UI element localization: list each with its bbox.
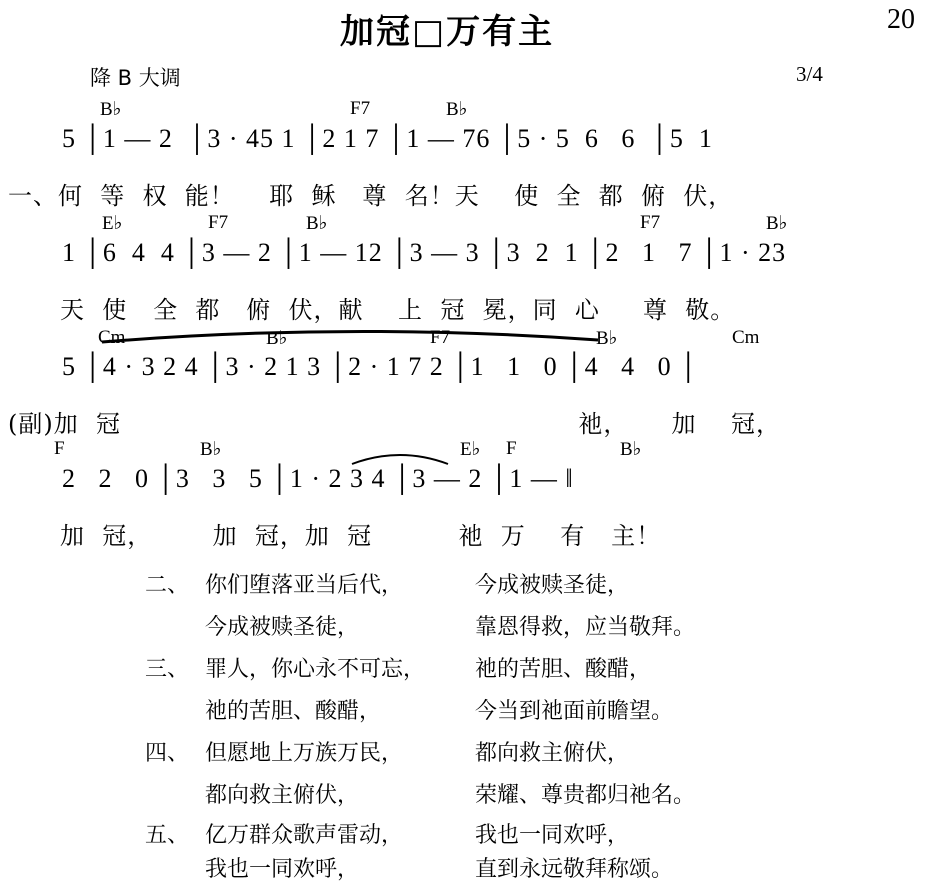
lyric-line: 天 使 全 都 俯 伏，献 上 冠 冕，同 心 尊 敬。 xyxy=(60,296,736,324)
chord-symbol: B♭ xyxy=(446,99,468,120)
chord-symbol: B♭ xyxy=(596,328,618,349)
chord-symbol: E♭ xyxy=(460,439,481,460)
chord-symbol: B♭ xyxy=(766,213,788,234)
verse-line: 我也一同欢呼， xyxy=(205,857,360,882)
key-signature: 降 B 大调 xyxy=(90,66,181,90)
verse-line: 都向救主俯伏， xyxy=(205,783,360,808)
notation-line: 5 │1 — 2 │3 · 45 1 │2 1 7 │1 — 76 │5 · 5 6 6 │5 1 xyxy=(62,124,713,153)
chord-symbol: B♭ xyxy=(620,439,642,460)
verse-line: 荣耀、尊贵都归祂名。 xyxy=(475,783,696,808)
verse-line: 祂的苦胆、酸醋， xyxy=(475,657,652,682)
verse-line: 亿万群众歌声雷动， xyxy=(205,823,404,848)
chord-symbol: F7 xyxy=(350,98,371,119)
time-signature: 3/4 xyxy=(796,62,823,86)
verse-line: 直到永远敬拜称颂。 xyxy=(475,857,674,882)
lyric-line: (副)加 冠 祂， 加 冠， xyxy=(8,410,781,438)
verse-line: 你们堕落亚当后代， xyxy=(205,573,404,598)
chord-symbol: F xyxy=(54,438,65,459)
chord-symbol: F7 xyxy=(430,327,451,348)
chord-symbol: F7 xyxy=(640,212,661,233)
verse-number: 五、 xyxy=(145,823,190,848)
verse-line: 靠恩得救，应当敬拜。 xyxy=(475,615,696,640)
verse-number: 三、 xyxy=(145,657,190,682)
tie-slur xyxy=(100,328,600,348)
chord-symbol: Cm xyxy=(732,327,760,348)
verse-line: 今成被赎圣徒， xyxy=(475,573,630,598)
chord-symbol: B♭ xyxy=(200,439,222,460)
page-title: 加冠□万有主 xyxy=(340,12,555,52)
chord-symbol: B♭ xyxy=(306,213,328,234)
notation-line: 1 │6 4 4 │3 — 2 │1 — 12 │3 — 3 │3 2 1 │2 1 7 │1 · 23 xyxy=(62,238,787,267)
lyric-line: 一、何 等 权 能！ 耶 稣 尊 名！天 使 全 都 俯 伏， xyxy=(8,182,734,210)
chord-symbol: B♭ xyxy=(100,99,122,120)
verse-line: 今当到祂面前瞻望。 xyxy=(475,699,674,724)
verse-number: 二、 xyxy=(145,573,190,598)
chord-symbol: E♭ xyxy=(102,213,123,234)
chord-symbol: Cm xyxy=(98,327,126,348)
verse-number: 四、 xyxy=(145,741,190,766)
notation-line: 2 2 0 │3 3 5 │1 · 2 3 4 │3 — 2 │1 — ‖ xyxy=(62,464,574,493)
verse-line: 我也一同欢呼， xyxy=(475,823,630,848)
verse-line: 祂的苦胆、酸醋， xyxy=(205,699,382,724)
verse-line: 今成被赎圣徒， xyxy=(205,615,360,640)
lyric-line: 加 冠， 加 冠，加 冠 祂 万 有 主！ xyxy=(60,522,662,550)
chord-symbol: B♭ xyxy=(266,328,288,349)
verse-line: 罪人，你心永不可忘， xyxy=(205,657,426,682)
verse-line: 都向救主俯伏， xyxy=(475,741,630,766)
chord-symbol: F xyxy=(506,438,517,459)
notation-line: 5 │4 · 3 2 4 │3 · 2 1 3 │2 · 1 7 2 │1 1 0 │4 4 0 │ xyxy=(62,352,699,381)
verse-line: 但愿地上万族万民， xyxy=(205,741,404,766)
chord-symbol: F7 xyxy=(208,212,229,233)
page-number: 20 xyxy=(887,4,915,35)
